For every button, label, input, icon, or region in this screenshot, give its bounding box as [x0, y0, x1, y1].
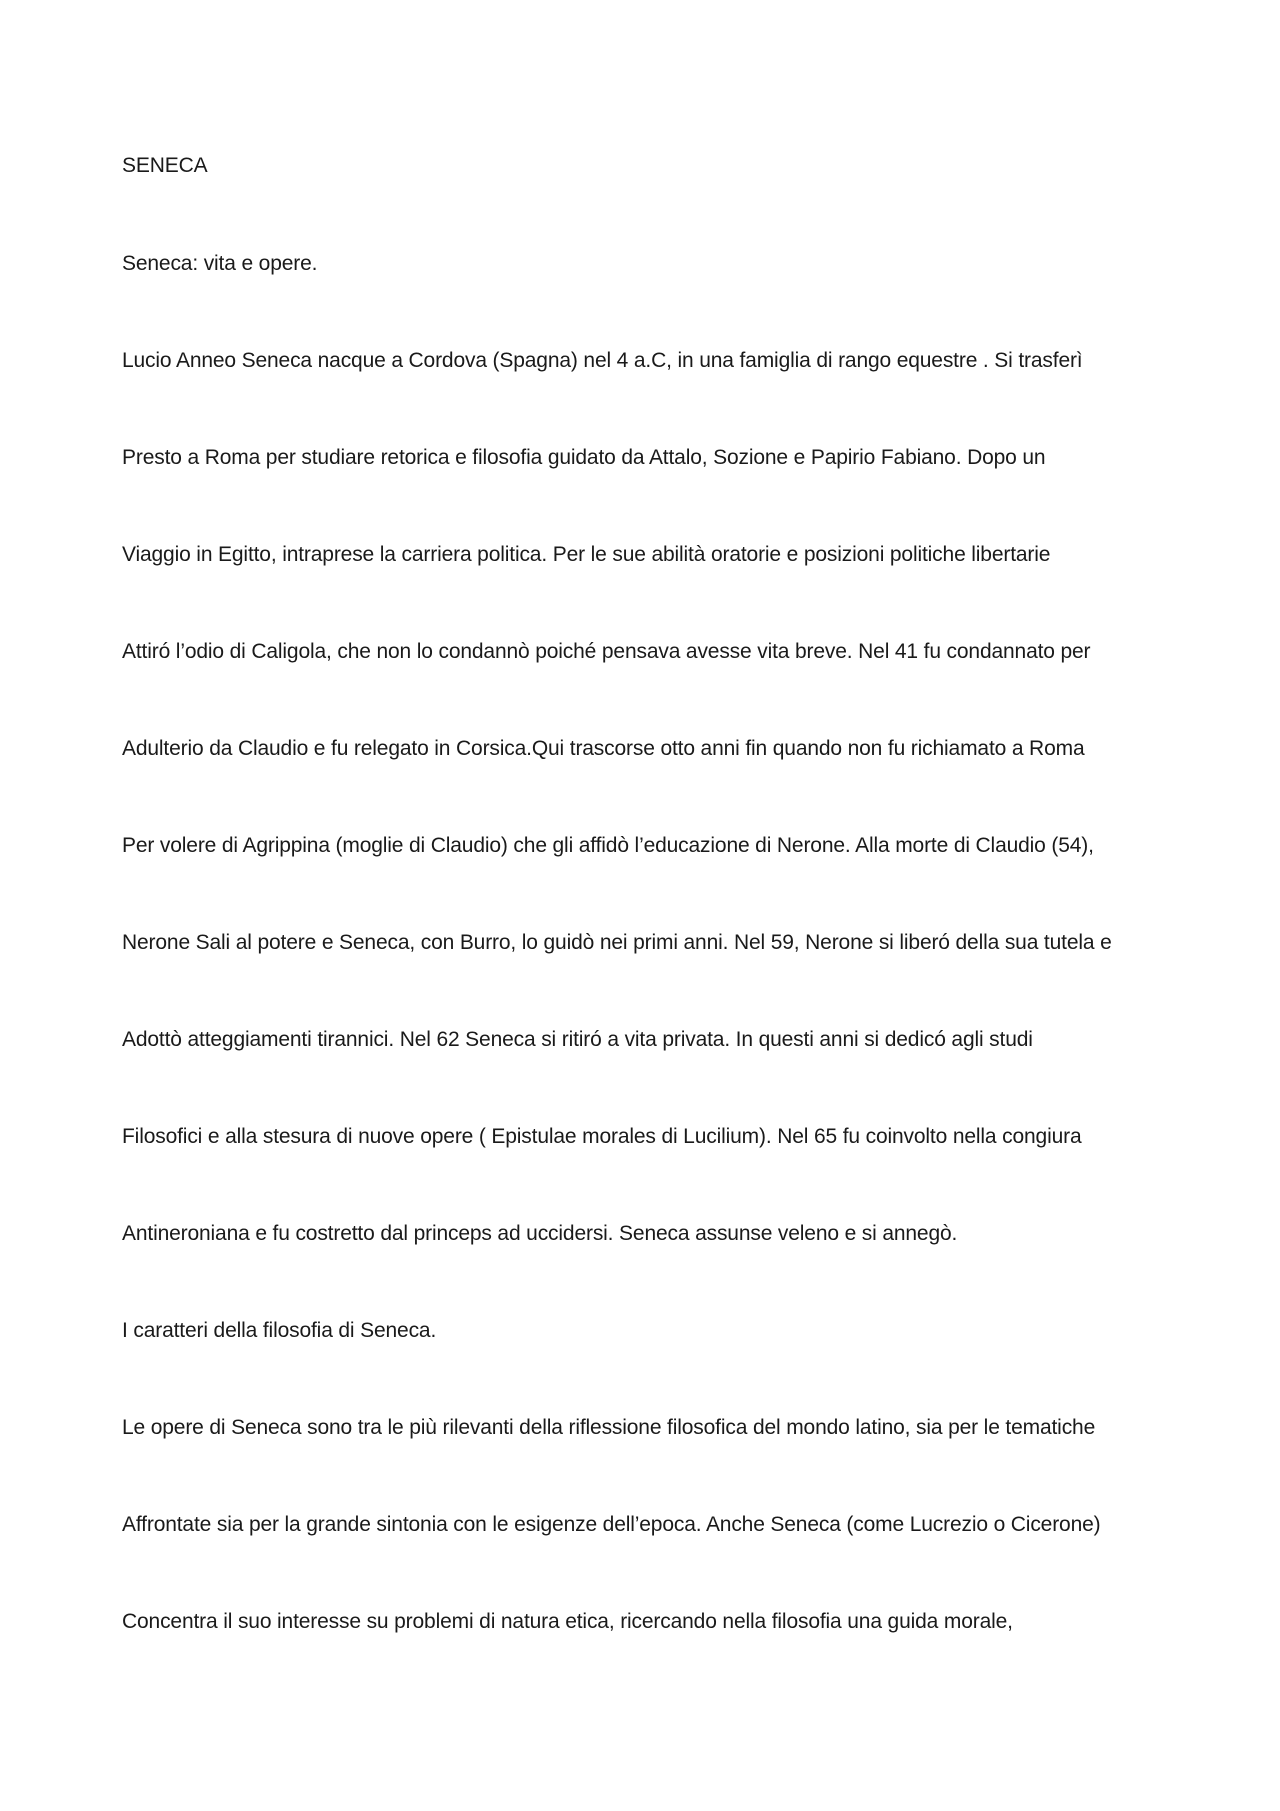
- section-heading-caratteri: I caratteri della filosofia di Seneca.: [122, 1319, 437, 1342]
- text-line: Le opere di Seneca sono tra le più rilevanti della riflessione filosofica del mondo latino, sia per le tematiche: [122, 1416, 1096, 1439]
- text-line: Concentra il suo interesse su problemi di natura etica, ricercando nella filosofia una guida morale,: [122, 1610, 1013, 1633]
- document-title: SENECA: [122, 154, 208, 177]
- text-line: Presto a Roma per studiare retorica e filosofia guidato da Attalo, Sozione e Papirio Fabiano. Dopo un: [122, 446, 1046, 469]
- text-line: Antineroniana e fu costretto dal princeps ad uccidersi. Seneca assunse veleno e si annegò.: [122, 1222, 958, 1245]
- text-line: Per volere di Agrippina (moglie di Claudio) che gli affidò l’educazione di Nerone. Alla morte di Claudio (54),: [122, 834, 1094, 857]
- text-line: Filosofici e alla stesura di nuove opere ( Epistulae morales di Lucilium). Nel 65 fu coinvolto nella congiura: [122, 1125, 1082, 1148]
- section-heading-vita-e-opere: Seneca: vita e opere.: [122, 252, 318, 275]
- text-line: Affrontate sia per la grande sintonia con le esigenze dell’epoca. Anche Seneca (come Lucrezio o Cicerone): [122, 1513, 1101, 1536]
- text-line: Lucio Anneo Seneca nacque a Cordova (Spagna) nel 4 a.C, in una famiglia di rango equestre . Si trasferì: [122, 349, 1083, 372]
- text-line: Adulterio da Claudio e fu relegato in Corsica.Qui trascorse otto anni fin quando non fu richiamato a Roma: [122, 737, 1085, 760]
- text-line: Nerone Sali al potere e Seneca, con Burro, lo guidò nei primi anni. Nel 59, Nerone si liberó della sua tutela e: [122, 931, 1112, 954]
- text-line: Adottò atteggiamenti tirannici. Nel 62 Seneca si ritiró a vita privata. In questi anni si dedicó agli studi: [122, 1028, 1033, 1051]
- text-line: Viaggio in Egitto, intraprese la carriera politica. Per le sue abilità oratorie e posizioni politiche libertarie: [122, 543, 1051, 566]
- text-line: Attiró l’odio di Caligola, che non lo condannò poiché pensava avesse vita breve. Nel 41 fu condannato per: [122, 640, 1091, 663]
